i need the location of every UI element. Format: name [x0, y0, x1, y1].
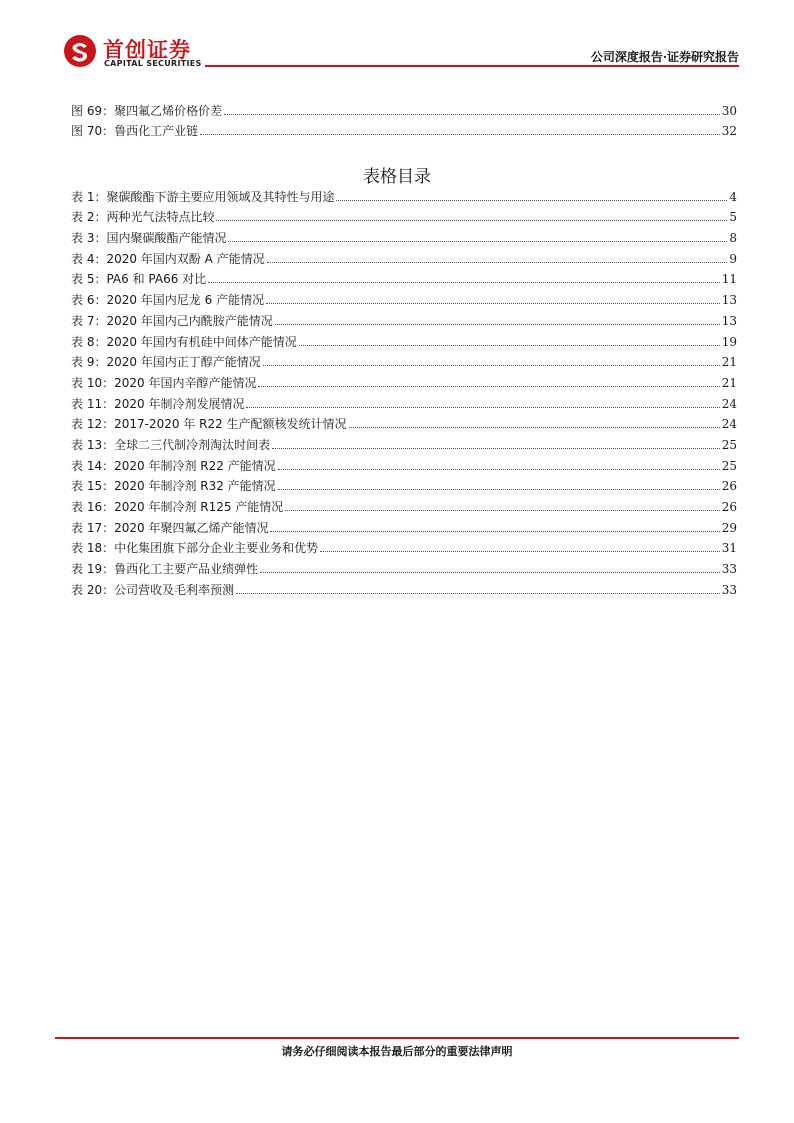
toc-entry-label: 表 18：中化集团旗下部分企业主要业务和优势	[71, 541, 319, 556]
toc-entry-page: 31	[721, 541, 737, 556]
toc-entry-table-11[interactable]	[71, 390, 737, 411]
toc-entry-table-8[interactable]	[71, 328, 737, 349]
toc-entry-page: 19	[721, 334, 737, 349]
page-header	[55, 32, 739, 72]
dot-leader	[299, 345, 720, 346]
toc-entry-label: 表 3：国内聚碳酸酯产能情况	[71, 231, 227, 246]
toc-entry-label: 表 20：公司营收及毛利率预测	[71, 582, 235, 597]
toc-entry-page: 24	[721, 396, 737, 411]
toc-entry-page: 26	[721, 479, 737, 494]
toc-entry-table-20[interactable]	[71, 576, 737, 597]
toc-entry-figure-70[interactable]	[71, 118, 737, 139]
toc-entry-label: 图 70：鲁西化工产业链	[71, 124, 199, 139]
header-divider	[205, 65, 739, 67]
toc-entry-table-7[interactable]	[71, 307, 737, 328]
dot-leader	[349, 427, 720, 428]
toc-entry-label: 表 2：两种光气法特点比较	[71, 210, 215, 225]
toc-entry-label: 表 6：2020 年国内尼龙 6 产能情况	[71, 293, 265, 308]
dot-leader	[285, 510, 719, 511]
toc-entry-label: 表 8：2020 年国内有机硅中间体产能情况	[71, 334, 297, 349]
toc-entry-page: 8	[729, 231, 737, 246]
toc-entry-page: 11	[721, 272, 737, 287]
capital-securities-logo-icon	[63, 34, 97, 68]
toc-entry-label: 表 17：2020 年聚四氟乙烯产能情况	[71, 520, 269, 535]
toc-entry-page: 30	[721, 103, 737, 118]
toc-entry-table-9[interactable]	[71, 349, 737, 370]
toc-entry-table-13[interactable]	[71, 431, 737, 452]
dot-leader	[270, 531, 719, 532]
toc-entry-table-18[interactable]	[71, 535, 737, 556]
logo-chinese-name: 首创证券	[103, 38, 191, 62]
toc-entry-page: 9	[729, 251, 737, 266]
dot-leader	[208, 282, 720, 283]
legal-disclaimer: 请务必仔细阅读本报告最后部分的重要法律声明	[281, 1045, 513, 1058]
toc-entry-page: 29	[721, 520, 737, 535]
report-type-title: 公司深度报告·证券研究报告	[590, 50, 739, 64]
toc-entry-label: 表 1：聚碳酸酯下游主要应用领域及其特性与用途	[71, 189, 335, 204]
toc-entry-page: 33	[721, 562, 737, 577]
dot-leader	[216, 220, 727, 221]
toc-entry-label: 表 15：2020 年制冷剂 R32 产能情况	[71, 479, 276, 494]
toc-entry-table-19[interactable]	[71, 555, 737, 576]
toc-entry-page: 33	[721, 582, 737, 597]
toc-entry-table-16[interactable]	[71, 493, 737, 514]
footer-divider	[55, 1037, 739, 1039]
dot-leader	[275, 324, 720, 325]
dot-leader	[228, 241, 727, 242]
toc-entry-table-15[interactable]	[71, 473, 737, 494]
toc-entry-page: 32	[721, 124, 737, 139]
toc-entry-page: 26	[721, 500, 737, 514]
dot-leader	[278, 469, 720, 470]
dot-leader	[266, 303, 720, 304]
dot-leader	[246, 407, 719, 408]
dot-leader	[267, 262, 728, 263]
logo-english-name: CAPITAL SECURITIES	[104, 59, 202, 68]
toc-entry-page: 25	[721, 437, 737, 452]
toc-entry-label: 表 7：2020 年国内己内酰胺产能情况	[71, 313, 273, 328]
toc-entry-page: 13	[721, 313, 737, 328]
figure-toc-list	[71, 97, 737, 138]
toc-entry-table-1[interactable]	[71, 183, 737, 204]
toc-entry-table-12[interactable]	[71, 411, 737, 432]
toc-entry-table-2[interactable]	[71, 204, 737, 225]
toc-entry-label: 表 11：2020 年制冷剂发展情况	[71, 396, 245, 411]
toc-entry-table-17[interactable]	[71, 514, 737, 535]
toc-entry-label: 表 5：PA6 和 PA66 对比	[71, 272, 207, 287]
toc-entry-table-14[interactable]	[71, 452, 737, 473]
toc-entry-label: 表 9：2020 年国内正丁醇产能情况	[71, 355, 261, 370]
toc-entry-page: 25	[721, 458, 737, 473]
dot-leader	[263, 365, 720, 366]
toc-entry-page: 21	[721, 355, 737, 370]
dot-leader	[260, 572, 720, 573]
dot-leader	[258, 386, 719, 387]
dot-leader	[336, 200, 727, 201]
toc-entry-page: 21	[721, 375, 737, 390]
dot-leader	[272, 448, 720, 449]
toc-entry-label: 表 14：2020 年制冷剂 R22 产能情况	[71, 458, 276, 473]
toc-entry-label: 表 4：2020 年国内双酚 A 产能情况	[71, 251, 265, 266]
toc-entry-page: 5	[729, 210, 737, 225]
table-toc-list	[71, 183, 737, 597]
toc-entry-table-5[interactable]	[71, 266, 737, 287]
toc-entry-label: 表 13：全球二三代制冷剂淘汰时间表	[71, 437, 271, 452]
toc-entry-label: 表 19：鲁西化工主要产品业绩弹性	[71, 562, 259, 577]
toc-entry-label: 图 69：聚四氟乙烯价格价差	[71, 103, 223, 118]
toc-entry-table-6[interactable]	[71, 286, 737, 307]
toc-entry-table-4[interactable]	[71, 245, 737, 266]
toc-entry-page: 13	[721, 293, 737, 308]
toc-entry-page: 4	[729, 189, 737, 204]
toc-entry-table-3[interactable]	[71, 224, 737, 245]
dot-leader	[224, 114, 720, 115]
toc-entry-table-10[interactable]	[71, 369, 737, 390]
toc-entry-label: 表 10：2020 年国内辛醇产能情况	[71, 375, 257, 390]
dot-leader	[320, 551, 720, 552]
dot-leader	[278, 489, 720, 490]
table-toc-heading: 表格目录	[363, 167, 431, 187]
toc-entry-page: 24	[721, 417, 737, 432]
toc-entry-figure-69[interactable]	[71, 97, 737, 118]
toc-entry-label: 表 16：2020 年制冷剂 R125 产能情况	[71, 500, 284, 514]
toc-entry-label: 表 12：2017-2020 年 R22 生产配额核发统计情况	[71, 417, 347, 432]
dot-leader	[200, 134, 720, 135]
dot-leader	[236, 593, 720, 594]
